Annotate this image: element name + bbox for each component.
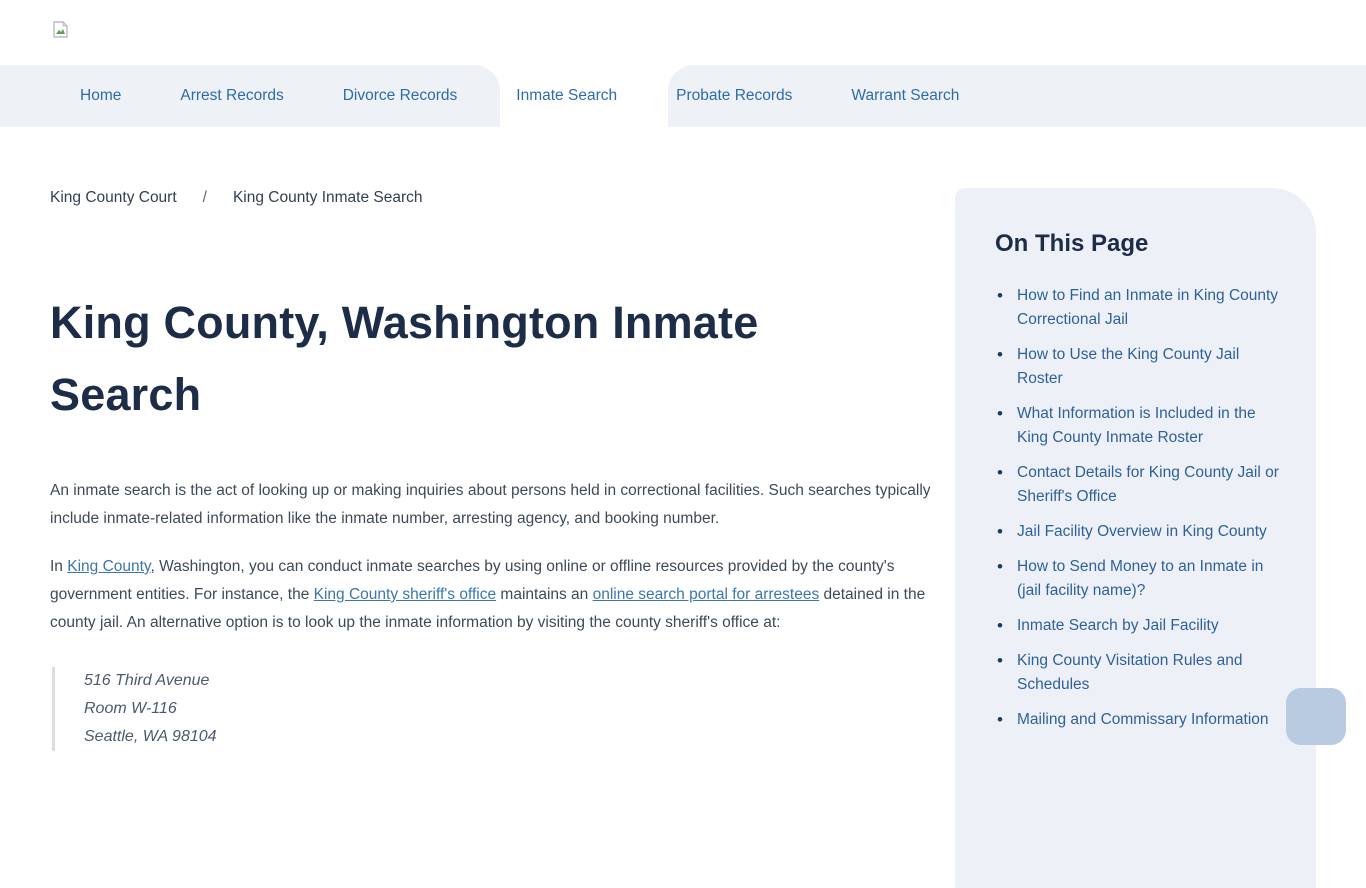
breadcrumb xyxy=(50,127,940,207)
nav-item-divorce-records[interactable]: Divorce Records xyxy=(342,87,458,104)
nav-item-warrant-search[interactable]: Warrant Search xyxy=(851,87,960,104)
breadcrumb-current-page: King County Inmate Search xyxy=(232,189,423,206)
list-item xyxy=(995,555,1280,603)
paragraph-text: maintains an xyxy=(496,586,593,603)
list-item xyxy=(995,708,1280,732)
sheriff-office-address xyxy=(52,667,940,751)
on-this-page-list xyxy=(995,284,1280,732)
toc-link-roster-information[interactable]: What Information is Included in the King County Inmate Roster xyxy=(1017,405,1256,446)
sheriffs-office-link[interactable]: King County sheriff's office xyxy=(313,586,497,603)
list-item xyxy=(995,461,1280,509)
logo-broken-image-icon xyxy=(53,21,68,38)
toc-link-visitation-rules[interactable]: King County Visitation Rules and Schedules xyxy=(1017,652,1243,693)
address-line-3: Seattle, WA 98104 xyxy=(84,728,217,745)
nav-item-arrest-records[interactable]: Arrest Records xyxy=(180,87,284,104)
on-this-page-panel xyxy=(955,188,1316,888)
toc-link-search-by-facility[interactable]: Inmate Search by Jail Facility xyxy=(1017,617,1219,634)
main-nav xyxy=(0,65,1366,127)
toc-link-jail-roster[interactable]: How to Use the King County Jail Roster xyxy=(1017,346,1240,387)
nav-item-inmate-search[interactable]: Inmate Search xyxy=(516,87,618,104)
list-item xyxy=(995,343,1280,391)
header xyxy=(0,0,1366,65)
on-this-page-title: On This Page xyxy=(995,230,1149,257)
address-line-1: 516 Third Avenue xyxy=(84,672,210,689)
breadcrumb-separator: / xyxy=(202,189,207,206)
intro-paragraph: An inmate search is the act of looking up or making inquiries about persons held in correctional facilities. Such searches typically include inmate-related information like the inmate number, arresting agency, and booking number. xyxy=(50,482,931,527)
toc-link-find-inmate[interactable]: How to Find an Inmate in King County Correctional Jail xyxy=(1017,287,1279,328)
nav-item-home[interactable]: Home xyxy=(80,87,122,104)
address-line-2: Room W-116 xyxy=(84,700,177,717)
toc-link-send-money[interactable]: How to Send Money to an Inmate in (jail facility name)? xyxy=(1017,558,1264,599)
paragraph-text: detained in the county jail. An alternative option is to look up the inmate information by visiting the county sheriff's office at: xyxy=(50,586,926,631)
resources-paragraph xyxy=(50,553,935,637)
paragraph-text: In xyxy=(50,558,68,575)
list-item xyxy=(995,284,1280,332)
toc-link-contact-details[interactable]: Contact Details for King County Jail or Sheriff's Office xyxy=(1017,464,1279,505)
toc-link-mailing-commissary[interactable]: Mailing and Commissary Information xyxy=(1017,711,1269,728)
nav-links xyxy=(0,65,1366,127)
list-item xyxy=(995,520,1280,544)
main-content xyxy=(50,127,940,751)
king-county-link[interactable]: King County xyxy=(67,558,151,575)
list-item xyxy=(995,402,1280,450)
paragraph-text: , Washington, you can conduct inmate searches by using online or offline resources provided by the county's government entities. For instance, the xyxy=(50,558,895,603)
search-portal-link[interactable]: online search portal for arrestees xyxy=(592,586,820,603)
list-item xyxy=(995,614,1280,638)
list-item xyxy=(995,649,1280,697)
breadcrumb-king-county-court[interactable]: King County Court xyxy=(50,189,177,206)
scroll-to-top-button[interactable] xyxy=(1286,688,1346,745)
page-title: King County, Washington Inmate Search xyxy=(50,297,759,420)
nav-item-probate-records[interactable]: Probate Records xyxy=(676,87,793,104)
toc-link-facility-overview[interactable]: Jail Facility Overview in King County xyxy=(1017,523,1267,540)
